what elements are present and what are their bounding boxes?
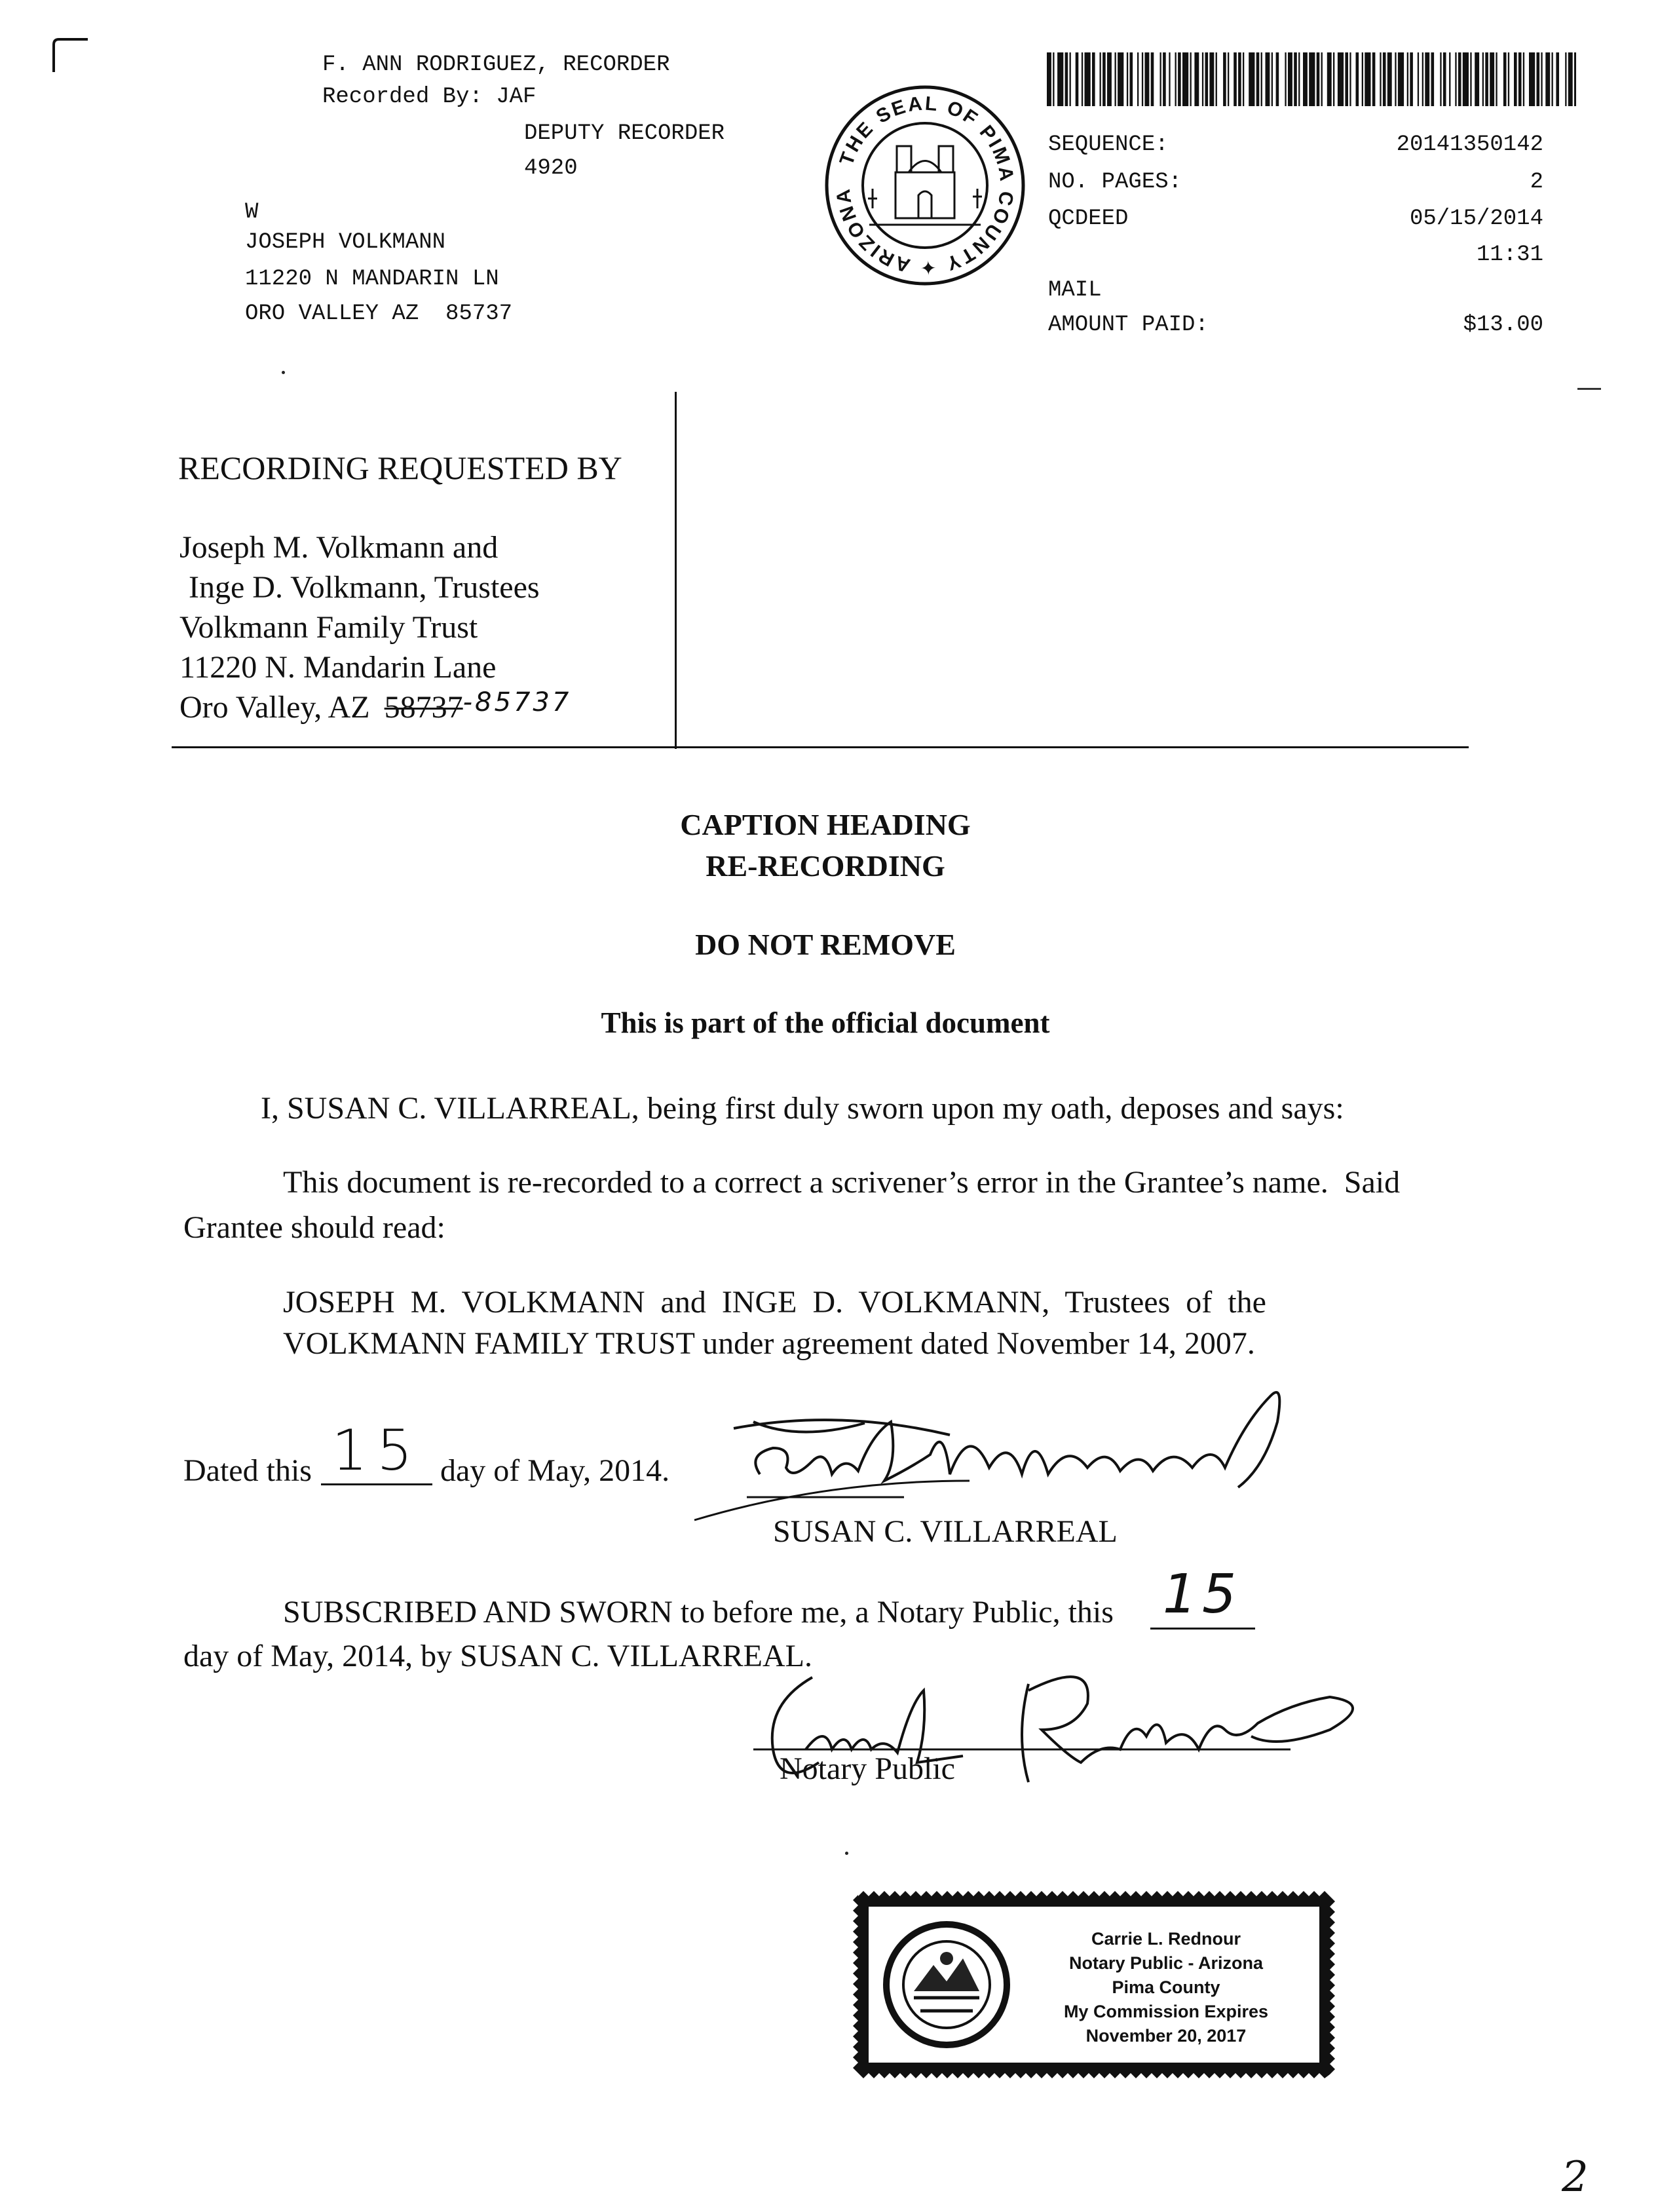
barcode-bar xyxy=(1160,52,1161,106)
barcode-bar xyxy=(1053,52,1054,106)
barcode-bar xyxy=(1238,52,1241,106)
barcode-bar xyxy=(1223,52,1226,106)
barcode-bar xyxy=(1418,52,1419,106)
deputy-number: 4920 xyxy=(524,156,578,181)
notary-stamp-county: Pima County xyxy=(1112,1977,1220,1997)
arizona-state-seal-icon xyxy=(881,1919,1012,2050)
barcode-bar xyxy=(1422,52,1423,106)
barcode-bar xyxy=(1372,52,1376,106)
barcode-bar xyxy=(1485,52,1488,106)
barcode-bar xyxy=(1194,52,1199,106)
notary-day-blank xyxy=(1150,1628,1255,1630)
barcode-bar xyxy=(1545,52,1550,106)
dated-day-blank xyxy=(321,1483,432,1485)
barcode-bar xyxy=(1076,52,1079,106)
barcode-bar xyxy=(1085,52,1091,106)
amount-label: AMOUNT PAID: xyxy=(1048,313,1209,337)
caption-line-1: CAPTION HEADING xyxy=(680,808,971,841)
barcode-bar xyxy=(1065,52,1068,106)
barcode-bar xyxy=(1243,52,1244,106)
barcode-bar xyxy=(1398,52,1404,106)
margin-dash xyxy=(1577,388,1601,390)
barcode-bar xyxy=(1298,52,1300,106)
page-number-mark: 2 xyxy=(1562,2153,1589,2202)
barcode-bar xyxy=(1092,52,1095,106)
barcode-bar xyxy=(1349,52,1351,106)
barcode-bar xyxy=(1574,52,1576,106)
barcode-bar xyxy=(1387,52,1392,106)
barcode-bar xyxy=(1276,52,1279,106)
barcode-bar xyxy=(1082,52,1083,106)
caption-warning: DO NOT REMOVE xyxy=(695,928,956,961)
barcode-bar xyxy=(1209,52,1214,106)
barcode-bar xyxy=(1266,52,1270,106)
barcode-bar xyxy=(1303,52,1308,106)
notary-stamp-name: Carrie L. Rednour xyxy=(1091,1929,1241,1949)
barcode-bar xyxy=(1383,52,1386,106)
barcode-bar xyxy=(1463,52,1469,106)
amount-value: $13.00 xyxy=(1463,313,1543,337)
pages-label: NO. PAGES: xyxy=(1048,170,1182,195)
barcode-bar xyxy=(1107,52,1112,106)
dated-prefix: Dated this xyxy=(183,1453,312,1488)
barcode-bar xyxy=(1537,52,1540,106)
barcode-bar xyxy=(1508,52,1509,106)
barcode-bar xyxy=(1556,52,1559,106)
barcode-bar xyxy=(1202,52,1203,106)
mail-street: 11220 N MANDARIN LN xyxy=(245,267,499,292)
signer-name: SUSAN C. VILLARREAL xyxy=(773,1514,1118,1549)
barcode-bar xyxy=(1102,52,1106,106)
barcode-bar xyxy=(1395,52,1396,106)
barcode-bar xyxy=(1130,52,1133,106)
barcode-bar xyxy=(1475,52,1479,106)
requested-box-rule xyxy=(172,746,1469,748)
barcode-bar xyxy=(1285,52,1286,106)
barcode-bar xyxy=(1142,52,1143,106)
barcode-bar xyxy=(1496,52,1497,106)
barcode-bar xyxy=(1568,52,1573,106)
barcode-bar xyxy=(1272,52,1273,106)
barcode-bar xyxy=(1565,52,1566,106)
grantee-line-2: VOLKMANN FAMILY TRUST under agreement dated November 14, 2007. xyxy=(283,1326,1255,1361)
notary-stamp-expires-date: November 20, 2017 xyxy=(1085,2026,1247,2046)
delivery-method: MAIL xyxy=(1048,278,1102,303)
barcode-bar xyxy=(1431,52,1435,106)
barcode-bar xyxy=(1333,52,1334,106)
barcode-bar xyxy=(1228,52,1229,106)
dated-day-handwritten: 15 xyxy=(331,1418,422,1483)
barcode-bar xyxy=(1523,52,1524,106)
barcode-bar xyxy=(1182,52,1188,106)
svg-text:THE SEAL OF PIMA COUNTY ✦ ARIZ: THE SEAL OF PIMA COUNTY ✦ ARIZONA ✦ xyxy=(814,67,1018,278)
correction-line-1: This document is re-recorded to a correct a scrivener’s error in the Grantee’s name. Said xyxy=(283,1165,1401,1200)
requested-line-4: 11220 N. Mandarin Lane xyxy=(179,650,497,685)
barcode-bar xyxy=(1151,52,1154,106)
notary-stamp xyxy=(852,1890,1336,2080)
requested-city-state: Oro Valley, AZ xyxy=(179,690,370,725)
notary-line-2: day of May, 2014, by SUSAN C. VILLARREAL. xyxy=(183,1639,812,1673)
barcode-bar xyxy=(1425,52,1429,106)
notary-line-1: SUBSCRIBED AND SWORN to before me, a Notary Public, this xyxy=(283,1595,1114,1630)
requested-line-2: Inge D. Volkmann, Trustees xyxy=(189,570,540,605)
notary-day-handwritten: 15 xyxy=(1162,1563,1242,1626)
barcode-bar xyxy=(1455,52,1456,106)
grantee-line-1: JOSEPH M. VOLKMANN and INGE D. VOLKMANN, Trustees of the xyxy=(283,1285,1266,1320)
barcode-bar xyxy=(1288,52,1292,106)
requested-heading: RECORDING REQUESTED BY xyxy=(178,449,622,486)
doc-type: QCDEED xyxy=(1048,206,1129,231)
deputy-recorder: DEPUTY RECORDER xyxy=(524,121,725,146)
stray-dot-2 xyxy=(845,1852,848,1855)
barcode-bar xyxy=(1407,52,1408,106)
barcode-bar xyxy=(1309,52,1315,106)
recorder-name: F. ANN RODRIGUEZ, RECORDER xyxy=(322,52,670,77)
corner-mark xyxy=(46,31,92,77)
barcode-bar xyxy=(1482,52,1484,106)
notary-stamp-title: Notary Public - Arizona xyxy=(1068,1953,1264,1973)
recording-time: 11:31 xyxy=(1476,242,1543,267)
pages-value: 2 xyxy=(1530,170,1543,195)
barcode-bar xyxy=(1261,52,1262,106)
barcode-bar xyxy=(1380,52,1381,106)
barcode-bar xyxy=(1449,52,1450,106)
barcode-bar xyxy=(1345,52,1348,106)
county-seal xyxy=(814,67,1027,287)
caption-line-2: RE-RECORDING xyxy=(706,849,945,883)
barcode-bar xyxy=(1327,52,1332,106)
notary-title: Notary Public xyxy=(780,1751,955,1786)
barcode-bar xyxy=(1362,52,1363,106)
recorded-by: Recorded By: JAF xyxy=(322,85,537,109)
requested-line-3: Volkmann Family Trust xyxy=(179,610,478,645)
barcode-bar xyxy=(1127,52,1128,106)
barcode-bar xyxy=(1118,52,1123,106)
barcode-bar xyxy=(1178,52,1181,106)
county-seal-graphic xyxy=(814,67,1027,287)
barcode-bar xyxy=(1294,52,1297,106)
barcode-bar xyxy=(1541,52,1542,106)
barcode xyxy=(1047,52,1576,106)
barcode-bar xyxy=(1470,52,1471,106)
sequence-label: SEQUENCE: xyxy=(1048,132,1169,157)
barcode-bar xyxy=(1321,52,1323,106)
barcode-bar xyxy=(1115,52,1116,106)
barcode-bar xyxy=(1100,52,1101,106)
dated-suffix: day of May, 2014. xyxy=(440,1453,670,1488)
barcode-bar xyxy=(1070,52,1071,106)
mail-name: JOSEPH VOLKMANN xyxy=(245,230,446,255)
barcode-bar xyxy=(1356,52,1359,106)
barcode-bar xyxy=(1169,52,1170,106)
barcode-bar xyxy=(1490,52,1494,106)
barcode-bar xyxy=(1410,52,1413,106)
caption-notice: This is part of the official document xyxy=(601,1006,1050,1039)
barcode-bar xyxy=(1529,52,1535,106)
barcode-bar xyxy=(1205,52,1209,106)
requested-line-1: Joseph M. Volkmann and xyxy=(179,530,499,565)
stray-dot xyxy=(282,371,285,374)
barcode-bar xyxy=(1216,52,1217,106)
barcode-bar xyxy=(1057,52,1063,106)
handwritten-zip: -85737 xyxy=(462,687,572,717)
struck-zip: 58737 xyxy=(384,690,463,725)
barcode-bar xyxy=(1365,52,1370,106)
barcode-bar xyxy=(1249,52,1254,106)
barcode-bar xyxy=(1443,52,1446,106)
barcode-bar xyxy=(1137,52,1139,106)
notary-stamp-expires-label: My Commission Expires xyxy=(1063,2002,1269,2021)
barcode-bar xyxy=(1145,52,1150,106)
barcode-bar xyxy=(1552,52,1553,106)
barcode-bar xyxy=(1518,52,1522,106)
barcode-bar xyxy=(1458,52,1461,106)
oath-paragraph: I, SUSAN C. VILLARREAL, being first duly sworn upon my oath, deposes and says: xyxy=(261,1091,1344,1126)
barcode-bar xyxy=(1256,52,1260,106)
mail-code: W xyxy=(245,200,259,225)
barcode-bar xyxy=(1190,52,1192,106)
mail-city: ORO VALLEY AZ 85737 xyxy=(245,301,513,326)
barcode-bar xyxy=(1175,52,1177,106)
barcode-bar xyxy=(1514,52,1517,106)
barcode-bar xyxy=(1440,52,1441,106)
barcode-bar xyxy=(1234,52,1237,106)
correction-line-2: Grantee should read: xyxy=(183,1210,445,1245)
barcode-bar xyxy=(1317,52,1320,106)
sequence-value: 20141350142 xyxy=(1396,132,1543,157)
barcode-bar xyxy=(1503,52,1507,106)
recording-date: 05/15/2014 xyxy=(1409,206,1543,231)
barcode-bar xyxy=(1047,52,1051,106)
barcode-bar xyxy=(1338,52,1344,106)
requested-line-5 xyxy=(179,689,571,725)
barcode-bar xyxy=(1163,52,1166,106)
requested-box-divider xyxy=(675,392,677,749)
